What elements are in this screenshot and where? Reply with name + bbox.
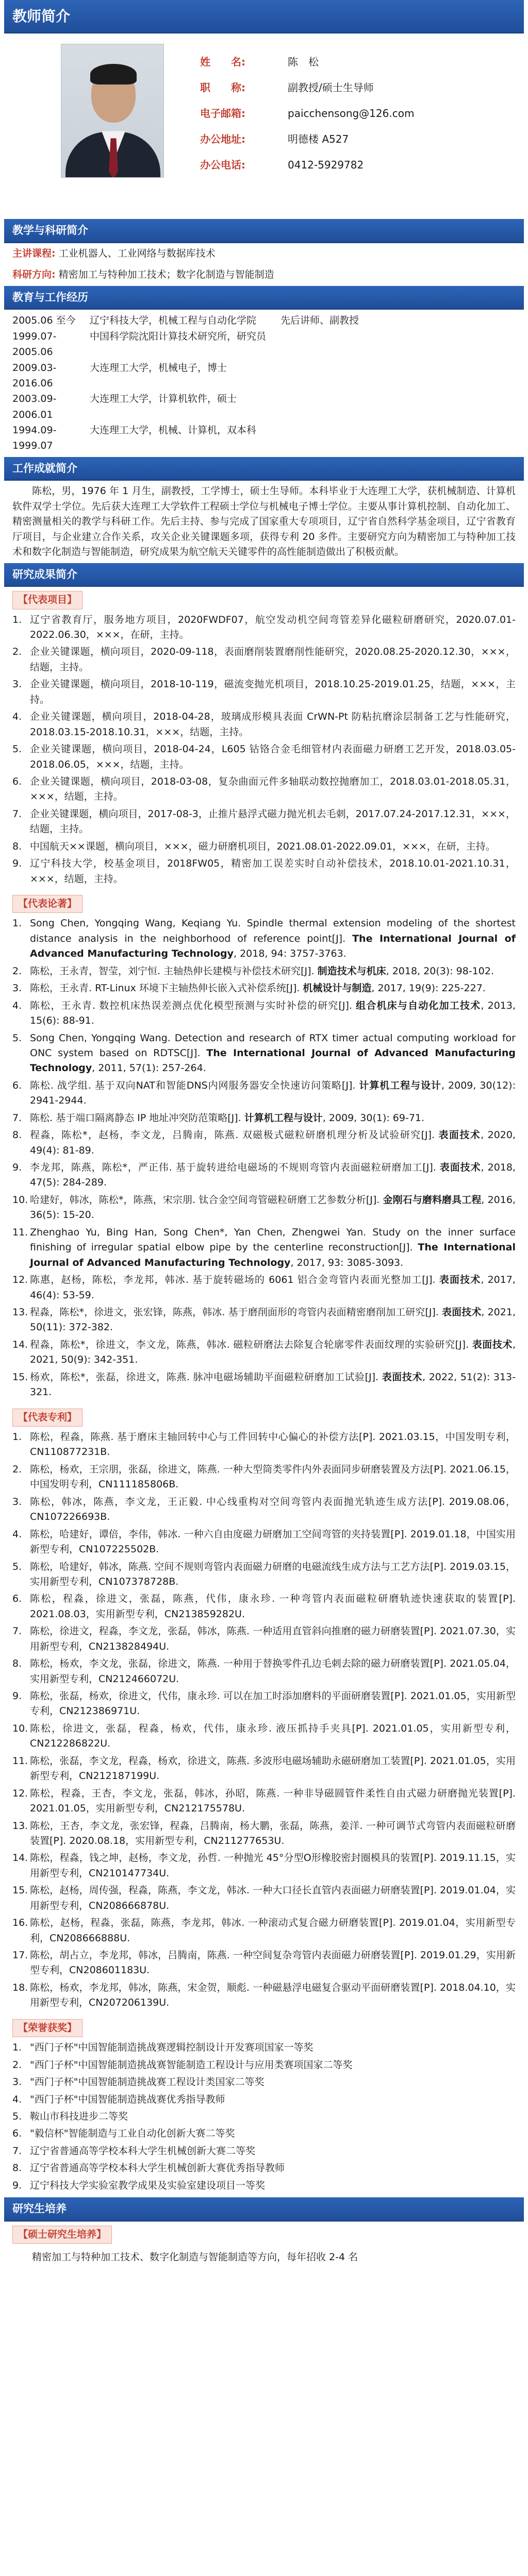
item-number: 10. xyxy=(12,1722,28,1734)
item-number: 12. xyxy=(12,1787,28,1799)
title-label: 职 称: xyxy=(200,81,245,94)
item-text: "西门子杯"中国智能制造挑战赛逻辑控制设计开发赛项国家一等奖 xyxy=(30,2042,314,2054)
item-number: 2. xyxy=(12,2059,22,2071)
patent-item xyxy=(12,1948,516,1978)
item-number: 2. xyxy=(12,646,22,658)
patent-item xyxy=(12,1462,516,1493)
courses-line xyxy=(4,243,524,264)
item-text: 哈建好，韩冰，陈松*，陈燕，宋宗朋. 钛合金空间弯管磁粒研磨工艺参数分析[J]. 金刚石与磨料磨具工程, 2016, 36(5): 15-20. xyxy=(30,1194,516,1221)
awards-list xyxy=(4,2040,524,2197)
item-number: 6. xyxy=(12,1079,22,1091)
item-number: 18. xyxy=(12,1981,28,1993)
education-row xyxy=(4,313,524,328)
item-number: 8. xyxy=(12,1129,22,1141)
name-row xyxy=(200,49,414,75)
patent-item xyxy=(12,1624,516,1654)
paper-item xyxy=(12,1193,516,1223)
item-text: Zhenghao Yu, Bing Han, Song Chen*, Yan Chen, Zhengwei Yan. Study on the inner surface finishing of irregular spatial elbow pipe by the centerline reconstruction[J]. The International Journal of Advanced Manufacturing Technology, 2017, 93: 3085-3093. xyxy=(30,1226,516,1268)
research-header: 研究成果简介 xyxy=(4,563,524,587)
item-text: 陈松，张磊，杨欢，徐进文，代伟，康永珍. 可以在加工时添加磨料的平面研磨装置[P]. 2021.01.05，实用新型专利，CN212386971U. xyxy=(30,1690,516,1717)
item-number: 9. xyxy=(12,1690,22,1702)
paper-item xyxy=(12,1370,516,1400)
email-row xyxy=(200,100,414,126)
phone-row xyxy=(200,152,414,178)
item-number: 7. xyxy=(12,2145,22,2157)
item-text: 企业关键课题，横向项目，2018-04-28，玻璃成形模具表面 CrWN-Pt 防粘抗磨涂层制备工艺与性能研究，2018.03.15-2018.10.31，×××，结题，主持。 xyxy=(30,711,516,738)
item-number: 1. xyxy=(12,918,22,929)
patent-item xyxy=(12,1980,516,2011)
patents-label: 【代表专利】 xyxy=(12,1409,82,1427)
item-text: 程淼，陈松*，赵杨，李文龙，吕腾南，陈燕. 双磁极式磁粒研磨机理分析及试验研究[J]. 表面技术, 2020, 49(4): 81-89. xyxy=(30,1129,516,1156)
avatar xyxy=(61,44,164,178)
office-row xyxy=(200,126,414,152)
research-value: 精密加工与特种加工技术；数字化制造与智能制造 xyxy=(58,269,274,281)
item-text: 陈松，哈建好，谭倍，李伟，韩冰. 一种六自由度磁力研磨加工空间弯管的夹持装置[P]. 2019.01.18，中国实用新型专利，CN107225502B. xyxy=(30,1528,516,1555)
item-number: 8. xyxy=(12,2162,22,2174)
patent-item xyxy=(12,1591,516,1622)
award-item xyxy=(12,2161,516,2176)
paper-item xyxy=(12,1031,516,1076)
item-text: "西门子杯"中国智能制造挑战赛工程设计类国家二等奖 xyxy=(30,2076,265,2088)
paper-item xyxy=(12,1160,516,1191)
item-number: 2. xyxy=(12,1463,22,1475)
item-number: 5. xyxy=(12,2110,22,2122)
item-text: "西门子杯"中国智能制造挑战赛智能制造工程设计与应用类赛项国家二等奖 xyxy=(30,2059,353,2071)
item-number: 6. xyxy=(12,2128,22,2140)
item-text: Song Chen, Yongqing Wang. Detection and research of RTX timer actual computing workload for ONC system based on RDTSC[J]. The International Journal of Advanced Manufacturing Technology, 2011, 57(1): 257-264. xyxy=(30,1032,516,1074)
projects-label: 【代表项目】 xyxy=(12,591,82,609)
education-date: 2003.09-2006.01 xyxy=(12,393,57,420)
patent-item xyxy=(12,1430,516,1460)
name-value: 陈 松 xyxy=(288,55,319,68)
project-item xyxy=(12,839,516,854)
item-text: 陈松. 基于端口隔离静态 IP 地址冲突防范策略[J]. 计算机工程与设计, 2009, 30(1): 69-71. xyxy=(30,1112,425,1124)
item-text: 辽宁科技大学，校基金项目，2018FW05，精密加工误差实时自动补偿技术，2018.10.01-2021.10.31，×××，结题，主持。 xyxy=(30,858,516,885)
item-number: 11. xyxy=(12,1226,28,1238)
papers-label: 【代表论著】 xyxy=(12,895,82,913)
work-summary: 陈松，男，1976 年 1 月生，副教授，工学博士，硕士生导师。本科毕业于大连理工大学，获机械制造、计算机软件双学士学位。先后获大连理工大学软件工程硕士学位与机械电子博士学位。主要从事计算机控制、自动化加工、精密测量相关的教学与科研工作。先后主持、参与完成了国家重大专项项目，辽宁省自然科学基金项目，辽宁省教育厅项目，与企业建立合作关系，攻关企业关键课题多项，获得专利 20 多件。主要研究方向为精密加工与特种加工技术和数字化制造与智能制造，研究成果为航空航天关键零件的高性能制造做出了积极贡献。 xyxy=(12,485,516,558)
award-item xyxy=(12,2092,516,2107)
paper-item xyxy=(12,1111,516,1126)
item-text: 陈松，徐进文，张磊，程淼，杨欢，代伟，康永珍. 液压抓持手夹具[P]. 2021.01.05，实用新型专利，CN212286822U. xyxy=(30,1722,516,1750)
item-number: 5. xyxy=(12,743,22,755)
profile-info xyxy=(200,49,414,178)
patent-item xyxy=(12,1527,516,1557)
email-link[interactable]: paicchensong@126.com xyxy=(288,107,415,120)
item-number: 4. xyxy=(12,1528,22,1540)
students-header: 研究生培养 xyxy=(4,2197,524,2222)
item-number: 4. xyxy=(12,711,22,723)
item-text: Song Chen, Yongqing Wang, Keqiang Yu. Spindle thermal extension modeling of the shortest distance analysis in the neighborhood of reference point[J]. The International Journal of Advanced Manufacturing Technology, 2018, 94: 3757-3763. xyxy=(30,918,516,960)
item-text: 鞍山市科技进步二等奖 xyxy=(30,2110,128,2122)
education-school: 中国科学院沈阳计算技术研究所，研究员 xyxy=(90,330,267,342)
patent-item xyxy=(12,1656,516,1687)
item-text: 陈松，程淼，陈燕. 基于磨床主轴回转中心与工件回转中心偏心的补偿方法[P]. 2021.03.15，中国发明专利，CN110877231B. xyxy=(30,1431,516,1458)
patent-item xyxy=(12,1495,516,1525)
item-text: 企业关键课题，横向项目，2018-04-24，L605 钴铬合金毛细管材内表面磁力研磨工艺开发，2018.03.05-2018.06.05，×××，结题，主持。 xyxy=(30,743,516,770)
projects-list xyxy=(4,613,524,891)
item-number: 15. xyxy=(12,1885,28,1896)
item-text: 程淼，陈松*，徐进文，李文龙，陈燕，韩冰. 磁粒研磨法去除复合轮廓零件表面纹理的实验研究[J]. 表面技术, 2021, 50(9): 342-351. xyxy=(30,1338,516,1366)
award-item xyxy=(12,2126,516,2141)
paper-item xyxy=(12,981,516,996)
papers-list xyxy=(4,916,524,1404)
patent-item xyxy=(12,1754,516,1784)
item-text: 企业关键课题，横向项目，2017-08-3，止推片悬浮式磁力抛光机去毛刺，2017.07.24-2017.12.31，×××，结题，主持。 xyxy=(30,808,516,835)
item-number: 4. xyxy=(12,999,22,1011)
item-text: 杨欢，陈松*，张磊，徐进文，陈燕. 脉冲电磁场辅助平面磁粒研磨加工试验[J]. 表面技术, 2022, 51(2): 313-321. xyxy=(30,1371,516,1398)
item-number: 17. xyxy=(12,1950,28,1961)
item-text: 辽宁省普通高等学校本科大学生机械创新大赛优秀指导教师 xyxy=(30,2162,285,2174)
item-text: 辽宁省普通高等学校本科大学生机械创新大赛二等奖 xyxy=(30,2145,256,2157)
item-number: 15. xyxy=(12,1371,28,1383)
education-list xyxy=(4,313,524,454)
office-label: 办公地址: xyxy=(200,132,245,145)
item-text: 程淼，陈松*，徐进文，张宏锋，陈燕，韩冰. 基于磨削面形的弯管内表面精密磨削加工研究[J]. 表面技术, 2021, 50(11): 372-382. xyxy=(30,1306,516,1333)
item-text: 陈松，哈建好，韩冰，陈燕. 空间不规则弯管内表面磁力研磨的电磁流线生成方法与工艺方法[P]. 2019.03.15，实用新型专利，CN107378728B. xyxy=(30,1561,516,1587)
project-item xyxy=(12,856,516,887)
education-date: 2009.03-2016.06 xyxy=(12,362,57,389)
item-number: 12. xyxy=(12,1274,28,1286)
paper-item xyxy=(12,1078,516,1109)
paper-item xyxy=(12,1225,516,1270)
item-number: 1. xyxy=(12,614,22,625)
item-text: 陈松，程淼，徐进文，张磊，陈燕，代伟，康永珍. 一种弯管内表面磁粒研磨轨迹快速获取的装置[P]. 2021.08.03，实用新型专利，CN213859282U. xyxy=(30,1593,516,1620)
item-number: 14. xyxy=(12,1338,28,1350)
email-label: 电子邮箱: xyxy=(200,107,245,120)
page-title: 教师简介 xyxy=(4,0,524,33)
title-row xyxy=(200,75,414,100)
item-text: 陈松，杨欢，王宗朋，张磊，徐进文，陈燕. 一种大型筒类零件内外表面同步研磨装置及方法[P]. 2021.06.15，中国发明专利，CN111185806B. xyxy=(30,1463,516,1490)
item-number: 7. xyxy=(12,1625,22,1637)
patent-item xyxy=(12,1721,516,1752)
item-text: 陈松，韩冰，陈燕，李文龙，王正毅. 中心线重构对空间弯管内表面抛光轨迹生成方法[P]. 2019.08.06，CN107226693B. xyxy=(30,1496,516,1523)
item-text: "毅信杯"智能制造与工业自动化创新大赛二等奖 xyxy=(30,2128,235,2140)
education-row xyxy=(4,422,524,454)
recruit-text: 精密加工与特种加工技术、数字化制造与智能制造等方向，每年招收 2-4 名 xyxy=(32,2251,358,2263)
item-number: 1. xyxy=(12,1431,22,1443)
patent-item xyxy=(12,1786,516,1817)
paper-item xyxy=(12,1305,516,1335)
paper-item xyxy=(12,998,516,1029)
item-number: 3. xyxy=(12,982,22,994)
item-text: 陈松，程淼，钱之坤，赵杨，李文龙，孙哲. 一种抛光 45°分型O形橡胶密封圈模具的装置[P]. 2019.11.15，实用新型专利，CN210147734U. xyxy=(30,1852,516,1879)
education-header: 教育与工作经历 xyxy=(4,286,524,310)
project-item xyxy=(12,677,516,707)
item-text: 企业关键课题，横向项目，2018-10-119，磁流变抛光机项目，2018.10.25-2019.01.25，结题，×××，主持。 xyxy=(30,679,516,705)
item-text: 辽宁科技大学实验室教学成果及实验室建设项目一等奖 xyxy=(30,2179,266,2191)
item-number: 3. xyxy=(12,2076,22,2088)
title-value: 副教授/硕士生导师 xyxy=(288,81,374,94)
education-school: 大连理工大学，计算机软件，硕士 xyxy=(90,393,237,405)
item-text: 陈松，王永青. RT-Linux 环境下主轴热伸长嵌入式补偿系统[J]. 机械设计与制造, 2017, 19(9): 225-227. xyxy=(30,982,486,994)
item-number: 9. xyxy=(12,2179,22,2191)
education-date: 1994.09-1999.07 xyxy=(12,425,57,452)
item-number: 9. xyxy=(12,1162,22,1174)
item-text: 陈松，杨欢，李龙邦，韩冰，陈燕，宋金贺，顺彪. 一种磁悬浮电磁复合驱动平面研磨装置[P]. 2018.04.10，实用新型专利，CN207206139U. xyxy=(30,1981,516,2009)
item-number: 7. xyxy=(12,1112,22,1124)
item-number: 3. xyxy=(12,679,22,690)
patent-item xyxy=(12,1851,516,1881)
item-number: 11. xyxy=(12,1755,28,1767)
item-number: 6. xyxy=(12,1593,22,1605)
item-text: 陈松. 战学组. 基于双向NAT和智能DNS内网服务器安全快速访问策略[J]. 计算机工程与设计, 2009, 30(12): 2941-2944. xyxy=(30,1079,516,1107)
education-role: 先后讲师、副教授 xyxy=(280,315,359,327)
item-number: 6. xyxy=(12,775,22,787)
item-text: 李龙邦，陈燕，陈松*，严正伟. 基于旋转进给电磁场的不规则弯管内表面磁粒研磨加工[J]. 表面技术, 2018, 47(5): 284-289. xyxy=(30,1162,516,1189)
item-text: 陈松，杨欢，李文龙，张磊，徐进文，陈燕. 一种用于替换零件孔边毛刺去除的磁力研磨装置[P]. 2021.05.04，实用新型专利，CN212466072U. xyxy=(30,1658,516,1685)
education-row xyxy=(4,360,524,392)
name-label: 姓 名: xyxy=(200,55,245,68)
office-value: 明德楼 A527 xyxy=(288,132,349,145)
item-number: 13. xyxy=(12,1820,28,1832)
item-number: 3. xyxy=(12,1496,22,1507)
award-item xyxy=(12,2075,516,2090)
item-text: "西门子杯"中国智能制造挑战赛优秀指导教师 xyxy=(30,2093,225,2105)
education-row xyxy=(4,391,524,422)
project-item xyxy=(12,613,516,643)
patent-item xyxy=(12,1916,516,1946)
item-number: 8. xyxy=(12,1658,22,1670)
award-item xyxy=(12,2040,516,2055)
paper-item xyxy=(12,1337,516,1368)
project-item xyxy=(12,807,516,837)
item-number: 1. xyxy=(12,2042,22,2054)
item-number: 9. xyxy=(12,858,22,870)
item-text: 陈松，胡占立，李龙邦，韩冰，吕腾南，陈燕. 一种空间复杂弯管内表面磁力研磨装置[P]. 2019.01.29，实用新型专利，CN208601183U. xyxy=(30,1950,516,1976)
item-text: 陈惠，赵杨，陈松，李龙邦，韩冰. 基于旋转磁场的 6061 铝合金弯管内表面光整加工[J]. 表面技术, 2017, 46(4): 53-59. xyxy=(30,1274,516,1301)
teaching-header: 教学与科研简介 xyxy=(4,219,524,243)
award-item xyxy=(12,2144,516,2159)
item-text: 陈松，王杏，李文龙，张宏锋，程淼，吕腾南，杨大鹏，张磊，陈燕，姜洋. 一种可调节式弯管内表面磁粒研磨装置[P]. 2020.08.18，实用新型专利，CN211277653U. xyxy=(30,1820,516,1846)
courses-value: 工业机器人、工业网络与数据库技术 xyxy=(58,247,216,259)
work-header: 工作成就简介 xyxy=(4,457,524,481)
award-item xyxy=(12,2178,516,2193)
paper-item xyxy=(12,1128,516,1158)
award-item xyxy=(12,2058,516,2073)
item-number: 4. xyxy=(12,2093,22,2105)
recruit-label: 【硕士研究生培养】 xyxy=(12,2226,112,2244)
phone-value: 0412-5929782 xyxy=(288,158,364,171)
award-item xyxy=(12,2109,516,2124)
item-text: 陈松，徐进文，程淼，李文龙，张磊，韩冰，陈燕. 一种适用直管斜向推磨的磁力研磨装置[P]. 2021.07.30，实用新型专利，CN213828494U. xyxy=(30,1625,516,1652)
item-number: 16. xyxy=(12,1917,28,1929)
project-item xyxy=(12,645,516,675)
paper-item xyxy=(12,964,516,979)
education-date: 2005.06 至今 xyxy=(12,315,76,327)
item-number: 10. xyxy=(12,1194,28,1206)
item-text: 陈松，张磊，李文龙，程淼，杨欢，徐进文，陈燕. 多波形电磁场辅助永磁研磨加工装置[P]. 2021.01.05，实用新型专利，CN212187199U. xyxy=(30,1755,516,1782)
research-line xyxy=(4,264,524,285)
education-school: 大连理工大学，机械、计算机，双本科 xyxy=(90,425,257,436)
item-number: 13. xyxy=(12,1306,28,1318)
item-text: 陈松，程淼，王杏，李文龙，张磊，韩冰，孙昭，陈燕. 一种非导磁圆管件柔性自由式磁力研磨抛光装置[P]. 2021.01.05，实用新型专利，CN212175578U. xyxy=(30,1787,516,1815)
patents-list xyxy=(4,1430,524,2015)
education-row xyxy=(4,329,524,360)
paper-item xyxy=(12,1273,516,1303)
item-number: 14. xyxy=(12,1852,28,1864)
item-text: 陈松，王永青. 数控机床热误差测点优化模型预测与实时补偿的研究[J]. 组合机床与自动化加工技术, 2013, 15(6): 88-91. xyxy=(30,999,516,1027)
phone-label: 办公电话: xyxy=(200,158,245,171)
item-text: 企业关键课题，横向项目，2020-09-118，表面磨削装置磨削性能研究，2020.08.25-2020.12.30，×××，结题，主持。 xyxy=(30,646,516,673)
patent-item xyxy=(12,1689,516,1719)
item-number: 5. xyxy=(12,1032,22,1044)
patent-item xyxy=(12,1883,516,1913)
item-text: 中国航天××课题，横向项目，×××，磁力研磨机项目，2021.08.01-2022.09.01，×××，在研，主持。 xyxy=(30,840,496,852)
item-number: 2. xyxy=(12,965,22,977)
project-item xyxy=(12,742,516,772)
profile-card xyxy=(4,33,524,219)
item-text: 陈松，赵杨，周传强，程淼，陈燕，李文龙，韩冰. 一种大口径长直管内表面磁力研磨装置[P]. 2019.01.04，实用新型专利，CN208666878U. xyxy=(30,1885,516,1911)
project-item xyxy=(12,774,516,805)
education-date: 1999.07-2005.06 xyxy=(12,330,57,358)
research-label: 科研方向: xyxy=(12,269,56,281)
awards-label: 【荣誉获奖】 xyxy=(12,2019,82,2037)
item-number: 8. xyxy=(12,840,22,852)
item-text: 辽宁省教育厅，服务地方项目，2020FWDF07，航空发动机空间弯管差异化磁粒研磨研究，2020.07.01-2022.06.30，×××，在研，主持。 xyxy=(30,614,516,641)
item-number: 5. xyxy=(12,1561,22,1572)
item-text: 企业关键课题，横向项目，2018-03-08，复杂曲面元件多轴联动数控抛磨加工，2018.03.01-2018.05.31，×××，结题，主持。 xyxy=(30,775,516,803)
item-text: 陈松，王永青，智莹，刘宁恒. 主轴热伸长建模与补偿技术研究[J]. 制造技术与机床, 2018, 20(3): 98-102. xyxy=(30,965,494,977)
education-school: 大连理工大学，机械电子，博士 xyxy=(90,362,227,374)
patent-item xyxy=(12,1560,516,1590)
item-number: 7. xyxy=(12,808,22,820)
courses-label: 主讲课程: xyxy=(12,247,56,259)
project-item xyxy=(12,709,516,740)
item-text: 陈松，赵杨，程淼，张磊，陈燕，李龙邦，韩冰. 一种滚动式复合磁力研磨装置[P]. 2019.01.04，实用新型专利，CN208666888U. xyxy=(30,1917,516,1944)
education-school: 辽宁科技大学，机械工程与自动化学院 xyxy=(90,315,257,327)
patent-item xyxy=(12,1819,516,1849)
paper-item xyxy=(12,916,516,961)
